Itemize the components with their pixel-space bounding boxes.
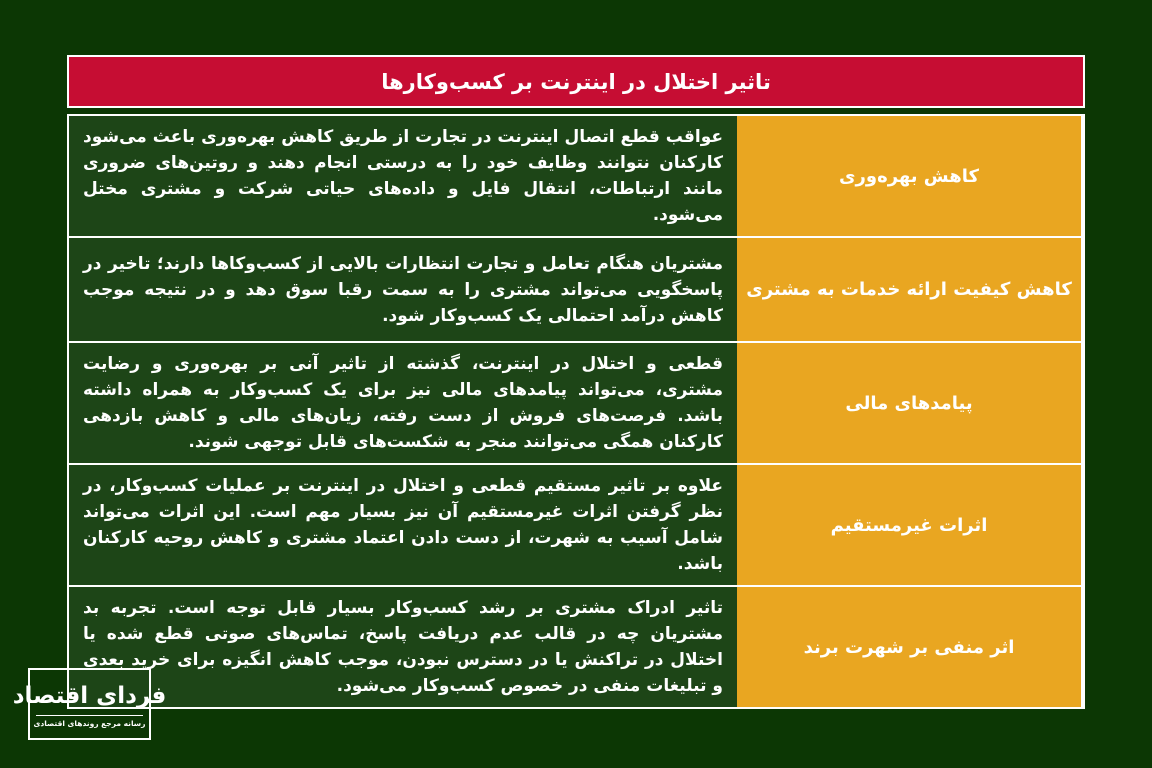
row-description-cell [69, 343, 737, 463]
row-description-cell [69, 465, 737, 585]
row-label: اثرات غیرمستقیم [737, 465, 1083, 585]
table-title-bar [67, 55, 1085, 108]
rows-container [67, 114, 1085, 709]
row-description-cell [69, 116, 737, 236]
table-row [69, 116, 1083, 236]
brand-logo-title: فردای اقتصاد [12, 683, 167, 710]
row-description: عواقب قطع اتصال اینترنت در تجارت از طریق کاهش بهره‌وری باعث می‌شود کارکنان نتوانند وظایف خود را به درستی انجام دهند و روتین‌های ضروری مانند ارتباطات، انتقال فایل و داده‌های حیاتی شرکت و مشتری مختل می‌شود. [83, 127, 723, 225]
brand-logo [12, 668, 167, 740]
table-title: تاثیر اختلال در اینترنت بر کسب‌وکارها [381, 69, 771, 94]
row-description-cell [69, 238, 737, 341]
row-label: کاهش کیفیت ارائه خدمات به مشتری [737, 238, 1083, 341]
table-row [69, 341, 1083, 463]
table-row [69, 463, 1083, 585]
row-label: اثر منفی بر شهرت برند [737, 587, 1083, 707]
row-description: قطعی و اختلال در اینترنت، گذشته از تاثیر آنی بر بهره‌وری و رضایت مشتری، می‌تواند پیامدهای مالی نیز برای یک کسب‌وکار به همراه داشته باشد. فرصت‌های فروش از دست رفته، زیان‌های مالی و کاهش بازدهی کارکنان همگی می‌توانند منجر به شکست‌های قابل توجهی شوند. [83, 354, 723, 452]
infographic-table [67, 55, 1085, 709]
brand-logo-subtitle: رسانه مرجع روندهای اقتصادی [33, 718, 146, 728]
table-row [69, 236, 1083, 341]
table-row [69, 585, 1083, 707]
brand-logo-divider [36, 715, 143, 716]
row-description-cell [69, 587, 737, 707]
row-description: مشتریان هنگام تعامل و تجارت انتظارات بالایی از کسب‌وکاها دارند؛ تاخیر در پاسخگویی می‌تواند مشتری را به سمت رقبا سوق دهد و در نتیجه موجب کاهش درآمد احتمالی یک کسب‌وکار شود. [83, 253, 723, 326]
row-label: کاهش بهره‌وری [737, 116, 1083, 236]
row-description: تاثیر ادراک مشتری بر رشد کسب‌وکار بسیار قابل توجه است. تجربه بد مشتریان چه در قالب عدم دریافت پاسخ، تماس‌های صوتی قطع شده یا اختلال در تراکنش یا در دسترس نبودن، موجب کاهش انگیزه برای خرید بعدی و تبلیغات منفی در خصوص کسب‌وکار می‌شود. [83, 598, 723, 696]
row-label: پیامدهای مالی [737, 343, 1083, 463]
row-description: علاوه بر تاثیر مستقیم قطعی و اختلال در اینترنت بر عملیات کسب‌وکار، در نظر گرفتن اثرات غیرمستقیم آن نیز بسیار مهم است. این اثرات می‌تواند شامل آسیب به شهرت، از دست دادن اعتماد مشتری و کاهش روحیه کارکنان باشد. [83, 476, 723, 574]
